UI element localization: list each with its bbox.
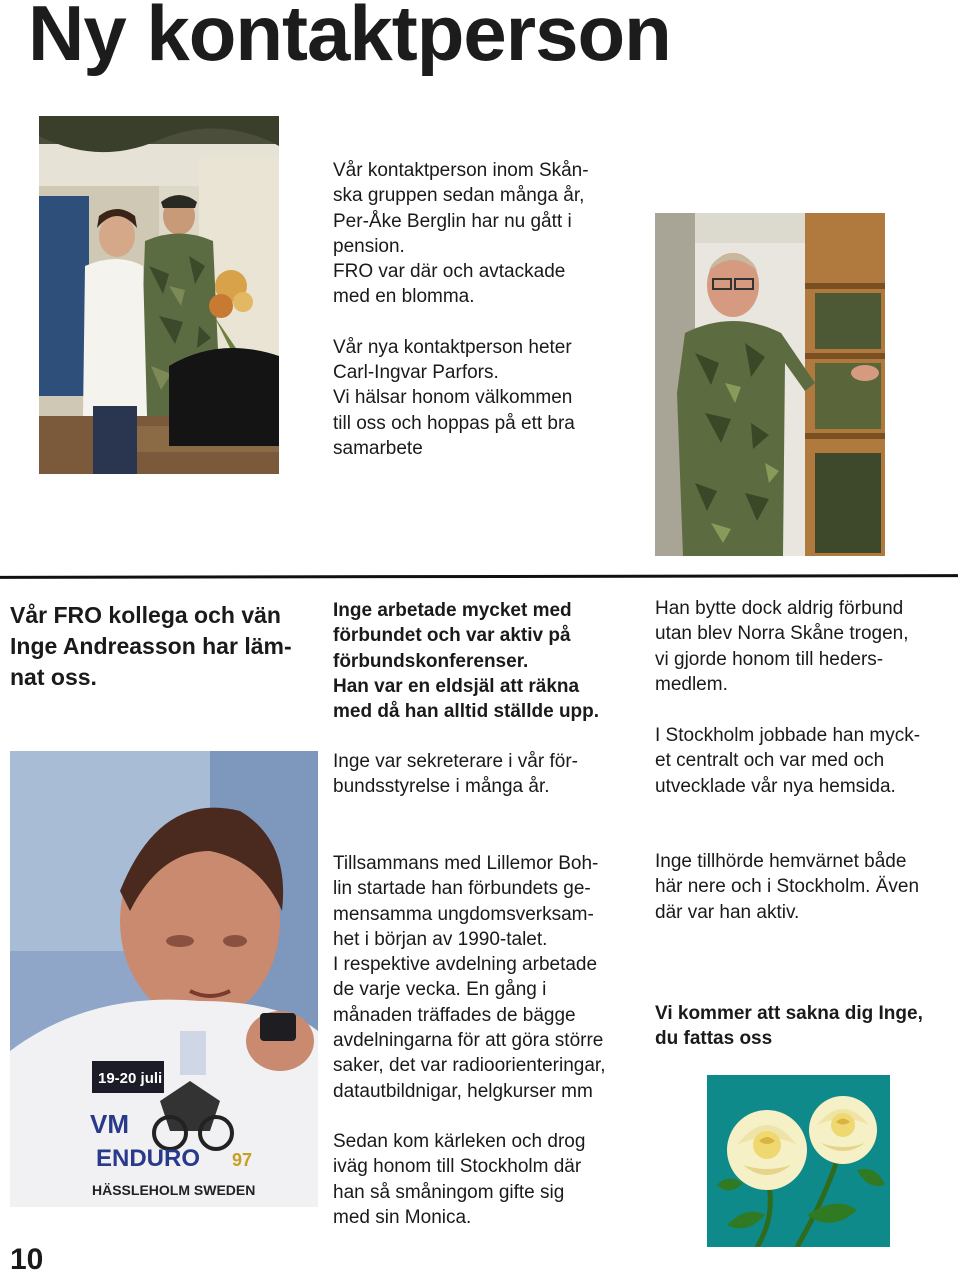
paragraph-line: Inge tillhörde hemvärnet både: [655, 851, 907, 872]
paragraph-line: mensamma ungdomsverksam-: [333, 903, 594, 925]
paragraph-line: med sin Monica.: [333, 1206, 472, 1228]
paragraph-line: förbundskonferenser.: [333, 650, 529, 672]
photo-inge: [10, 751, 318, 1207]
paragraph-line: medlem.: [655, 673, 728, 695]
roses-image: [707, 1075, 890, 1247]
page-title: Ny kontaktperson: [28, 0, 671, 77]
paragraph-line: här nere och i Stockholm. Även: [655, 876, 920, 898]
shirt-enduro-text: ENDURO: [96, 1145, 201, 1172]
paragraph-line: förbundet och var aktiv på: [333, 625, 571, 647]
intro-line: med en blomma.: [333, 286, 475, 308]
shirt-place-text: HÄSSLEHOLM SWEDEN: [92, 1182, 256, 1198]
paragraph-line: bundsstyrelse i många år.: [333, 776, 550, 798]
col3-paragraph-homeguard: [655, 849, 955, 925]
paragraph-line: månaden träffades de bägge: [333, 1004, 576, 1026]
photo-new-contact: [655, 213, 885, 556]
paragraph-line: han så småningom gifte sig: [333, 1181, 565, 1203]
intro-line: Vår kontaktperson inom Skån-: [333, 160, 589, 181]
page-number: 10: [10, 1243, 44, 1276]
intro-line: Per-Åke Berglin har nu gått i: [333, 210, 572, 232]
intro-line: samarbete: [333, 437, 423, 459]
photo-handover: [39, 116, 279, 474]
memorial-heading: [10, 600, 310, 693]
intro-line: Carl-Ingvar Parfors.: [333, 362, 499, 384]
paragraph-line: I respektive avdelning arbetade: [333, 954, 598, 976]
photo-handover-image: [39, 116, 279, 474]
col2-paragraph-love: [333, 1129, 643, 1230]
photo-inge-image: [10, 751, 318, 1207]
memorial-heading-line: Inge Andreasson har läm-: [10, 633, 292, 659]
paragraph-line: där var han aktiv.: [655, 901, 800, 923]
paragraph-line: het i början av 1990-talet.: [333, 928, 548, 950]
paragraph-line: saker, det var radioorienteringar,: [333, 1055, 606, 1077]
col3-farewell: [655, 1001, 955, 1052]
intro-line: FRO var där och avtackade: [333, 261, 566, 283]
paragraph-line: Inge arbetade mycket med: [333, 600, 572, 621]
paragraph-line: iväg honom till Stockholm där: [333, 1156, 582, 1178]
col3-paragraph-stockholm: [655, 723, 955, 799]
col3-paragraph-member: [655, 596, 955, 697]
paragraph-line: utan blev Norra Skåne trogen,: [655, 623, 909, 645]
paragraph-line: Vi kommer att sakna dig Inge,: [655, 1003, 923, 1024]
col2-paragraph-youth: [333, 851, 643, 1104]
paragraph-line: utvecklade vår nya hemsida.: [655, 775, 896, 797]
paragraph-line: vi gjorde honom till heders-: [655, 648, 884, 670]
paragraph-line: datautbildnigar, helgkurser mm: [333, 1080, 593, 1102]
memorial-heading-line: Vår FRO kollega och vän: [10, 602, 281, 628]
intro-line: Vi hälsar honom välkommen: [333, 387, 573, 409]
col2-paragraph-secretary: [333, 749, 643, 800]
paragraph-line: Han bytte dock aldrig förbund: [655, 598, 904, 619]
paragraph-line: I Stockholm jobbade han myck-: [655, 725, 921, 746]
paragraph-line: de varje vecka. En gång i: [333, 979, 547, 1001]
paragraph-line: Han var en eldsjäl att räkna: [333, 675, 580, 697]
paragraph-line: Inge var sekreterare i vår för-: [333, 751, 578, 772]
paragraph-line: med då han alltid ställde upp.: [333, 701, 600, 723]
shirt-date-text: 19-20 juli: [98, 1070, 163, 1087]
col2-bold-paragraph: [333, 598, 643, 724]
paragraph-line: Tillsammans med Lillemor Boh-: [333, 853, 599, 874]
paragraph-line: lin startade han förbundets ge-: [333, 878, 591, 900]
intro-line: pension.: [333, 235, 405, 257]
intro-text: [333, 158, 633, 461]
roses-illustration: [707, 1075, 890, 1247]
shirt-vm-text: VM: [90, 1109, 129, 1139]
shirt-year-text: 97: [232, 1150, 253, 1170]
paragraph-line: avdelningarna för att göra större: [333, 1030, 604, 1052]
paragraph-line: Sedan kom kärleken och drog: [333, 1131, 586, 1152]
memorial-heading-line: nat oss.: [10, 664, 97, 690]
intro-line: ska gruppen sedan många år,: [333, 185, 585, 207]
intro-line: Vår nya kontaktperson heter: [333, 336, 572, 358]
photo-new-contact-image: [655, 213, 885, 556]
intro-line: till oss och hoppas på ett bra: [333, 412, 575, 434]
paragraph-line: et centralt och var med och: [655, 750, 885, 772]
paragraph-line: du fattas oss: [655, 1028, 773, 1050]
section-divider: [0, 574, 958, 579]
